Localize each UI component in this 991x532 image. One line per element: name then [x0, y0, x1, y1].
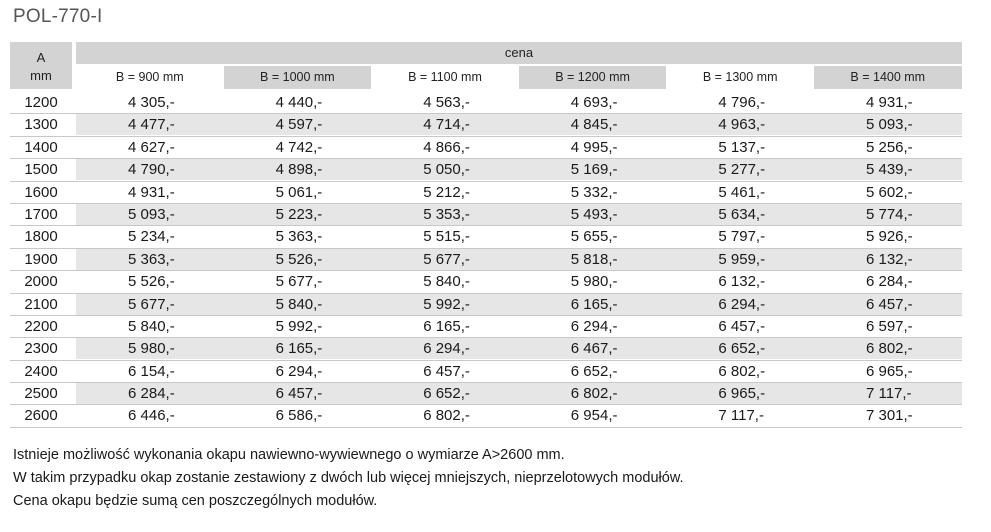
price-cell: 6 586,-: [275, 407, 323, 425]
a-value: 1900: [24, 250, 58, 268]
price-cell: 7 117,-: [718, 407, 764, 425]
price-cell: 5 992,-: [275, 317, 323, 335]
price-cells: [76, 338, 962, 359]
b-column-header: B = 1200 mm: [519, 66, 667, 89]
price-cell: 5 840,-: [275, 295, 323, 313]
a-value: 2100: [24, 295, 58, 313]
price-cell: 5 992,-: [423, 295, 470, 313]
price-cell: 5 137,-: [718, 138, 766, 156]
price-cell: 6 165,-: [275, 340, 323, 358]
price-cell: 5 061,-: [275, 183, 323, 201]
price-cell: 4 898,-: [275, 161, 323, 179]
a-value: 1400: [24, 138, 58, 156]
price-cell: 6 294,-: [423, 340, 470, 358]
price-cell: 4 714,-: [423, 116, 470, 134]
price-cell: 5 332,-: [570, 183, 618, 201]
a-value: 1500: [24, 161, 58, 179]
price-cell: 7 301,-: [865, 407, 913, 425]
table-row: [10, 204, 962, 226]
a-column-header: [10, 42, 72, 89]
price-cell: 4 995,-: [570, 138, 618, 156]
a-header-label: A: [36, 50, 46, 65]
price-cell: 4 305,-: [128, 94, 175, 111]
price-cell: 5 926,-: [865, 228, 913, 246]
a-value: 2300: [24, 340, 58, 358]
price-cell: 5 602,-: [865, 183, 913, 201]
b-column-header: B = 1300 mm: [666, 66, 814, 89]
price-cells: [76, 159, 962, 180]
price-cell: 4 742,-: [275, 138, 323, 156]
price-cell: 5 093,-: [128, 205, 175, 223]
table-row: [10, 226, 962, 248]
table-row: [10, 137, 962, 159]
price-cell: 5 363,-: [275, 228, 323, 246]
price-cell: 5 212,-: [423, 183, 470, 201]
price-cell: 4 931,-: [865, 94, 913, 111]
price-cell: 6 132,-: [718, 273, 766, 291]
price-cell: 4 963,-: [718, 116, 766, 134]
table-row: [10, 405, 962, 427]
price-cell: 6 457,-: [275, 385, 323, 403]
price-cell: 5 093,-: [865, 116, 913, 134]
a-value: 1700: [24, 205, 58, 223]
a-value: 2000: [24, 273, 58, 291]
table-row: [10, 249, 962, 271]
price-cell: 4 440,-: [275, 94, 323, 111]
table-row: [10, 361, 962, 383]
price-cell: 5 169,-: [570, 161, 618, 179]
price-cell: 5 461,-: [718, 183, 766, 201]
a-value: 1800: [24, 228, 58, 246]
price-cell: 6 802,-: [718, 362, 766, 380]
price-cell: 5 840,-: [423, 273, 470, 291]
price-cell: 5 677,-: [128, 295, 175, 313]
price-cell: 6 467,-: [570, 340, 618, 358]
table-row: [10, 294, 962, 316]
table-body: [10, 92, 962, 428]
a-value: 2500: [24, 385, 58, 403]
price-cell: 6 954,-: [570, 407, 618, 425]
a-value: 2200: [24, 317, 58, 335]
table-row: [10, 316, 962, 338]
price-cell: 5 818,-: [570, 250, 618, 268]
table-row: [10, 383, 962, 405]
price-cell: 5 840,-: [128, 317, 175, 335]
price-cell: 5 439,-: [865, 161, 913, 179]
price-cell: 5 980,-: [128, 340, 175, 358]
a-value: 2600: [24, 407, 58, 425]
price-cell: 6 132,-: [865, 250, 913, 268]
price-cell: 5 256,-: [865, 138, 913, 156]
a-value: 1200: [24, 94, 58, 111]
table-row: [10, 159, 962, 181]
price-cell: 6 457,-: [865, 295, 913, 313]
price-cell: 6 965,-: [865, 362, 913, 380]
price-cell: 5 515,-: [423, 228, 470, 246]
price-cell: 5 526,-: [128, 273, 175, 291]
price-cells: [76, 383, 962, 404]
price-cell: 6 652,-: [423, 385, 470, 403]
price-cell: 6 294,-: [718, 295, 766, 313]
price-cells: [76, 204, 962, 225]
price-cell: 5 234,-: [128, 228, 175, 246]
price-cell: 4 477,-: [128, 116, 175, 134]
price-cell: 6 284,-: [865, 273, 913, 291]
price-cell: 6 802,-: [570, 385, 618, 403]
price-cells: [76, 182, 962, 203]
price-cell: 5 353,-: [423, 205, 470, 223]
price-cell: 6 294,-: [275, 362, 323, 380]
price-cell: 5 677,-: [275, 273, 323, 291]
price-cells: [76, 92, 962, 113]
price-cell: 6 284,-: [128, 385, 175, 403]
table-row: [10, 92, 962, 114]
price-cells: [76, 114, 962, 135]
a-value: 1600: [24, 183, 58, 201]
a-value: 2400: [24, 362, 58, 380]
price-cell: 6 446,-: [128, 407, 175, 425]
price-cell: 6 457,-: [423, 362, 470, 380]
price-cell: 6 965,-: [718, 385, 766, 403]
price-cell: 6 165,-: [423, 317, 470, 335]
note-line: W takim przypadku okap zostanie zestawiony z dwóch lub więcej mniejszych, nieprzelotowych modułów.: [13, 470, 684, 486]
b-column-header: B = 1100 mm: [371, 66, 519, 89]
price-cell: 5 774,-: [865, 205, 913, 223]
price-cells: [76, 316, 962, 337]
price-cells: [76, 137, 962, 158]
note-line: Cena okapu będzie sumą cen poszczególnych modułów.: [13, 493, 378, 509]
table-row: [10, 114, 962, 136]
price-cell: 4 866,-: [423, 138, 470, 156]
table-row: [10, 338, 962, 360]
price-cell: 4 790,-: [128, 161, 175, 179]
a-header-unit: mm: [30, 68, 52, 83]
price-cell: 6 457,-: [718, 317, 766, 335]
price-cell: 5 526,-: [275, 250, 323, 268]
price-cells: [76, 249, 962, 270]
price-cell: 5 050,-: [423, 161, 470, 179]
a-value: 1300: [24, 116, 58, 134]
price-cell: 5 797,-: [718, 228, 766, 246]
price-cell: 5 959,-: [718, 250, 766, 268]
price-cell: 6 597,-: [865, 317, 913, 335]
price-cells: [76, 405, 962, 426]
cena-header: cena: [76, 42, 962, 64]
price-cells: [76, 271, 962, 292]
price-cell: 6 165,-: [570, 295, 618, 313]
price-cell: 5 363,-: [128, 250, 175, 268]
price-cell: 5 655,-: [570, 228, 618, 246]
table-row: [10, 182, 962, 204]
note-line: Istnieje możliwość wykonania okapu nawiewno-wywiewnego o wymiarze A>2600 mm.: [13, 447, 565, 463]
price-cells: [76, 294, 962, 315]
price-cell: 6 802,-: [423, 407, 470, 425]
price-cell: 5 223,-: [275, 205, 323, 223]
price-cell: 4 597,-: [275, 116, 323, 134]
price-cells: [76, 361, 962, 382]
notes: [13, 444, 684, 513]
price-cell: 4 563,-: [423, 94, 470, 111]
table-row: [10, 271, 962, 293]
b-column-headers: [76, 66, 962, 89]
price-cell: 7 117,-: [865, 385, 912, 403]
price-cell: 5 493,-: [570, 205, 618, 223]
price-cell: 6 652,-: [718, 340, 766, 358]
price-cell: 5 277,-: [718, 161, 766, 179]
b-column-header: B = 900 mm: [76, 66, 224, 89]
b-column-header: B = 1400 mm: [814, 66, 962, 89]
page-title: POL-770-I: [13, 6, 103, 27]
price-cell: 6 652,-: [570, 362, 618, 380]
price-cell: 4 693,-: [570, 94, 618, 111]
b-column-header: B = 1000 mm: [224, 66, 372, 89]
price-cell: 6 294,-: [570, 317, 618, 335]
price-cell: 4 796,-: [718, 94, 766, 111]
price-cell: 4 931,-: [128, 183, 175, 201]
price-cell: 6 802,-: [865, 340, 913, 358]
price-cell: 5 980,-: [570, 273, 618, 291]
price-cell: 6 154,-: [128, 362, 175, 380]
price-cell: 5 677,-: [423, 250, 470, 268]
price-cell: 4 627,-: [128, 138, 175, 156]
price-cell: 5 634,-: [718, 205, 766, 223]
price-cell: 4 845,-: [570, 116, 618, 134]
price-cells: [76, 226, 962, 247]
